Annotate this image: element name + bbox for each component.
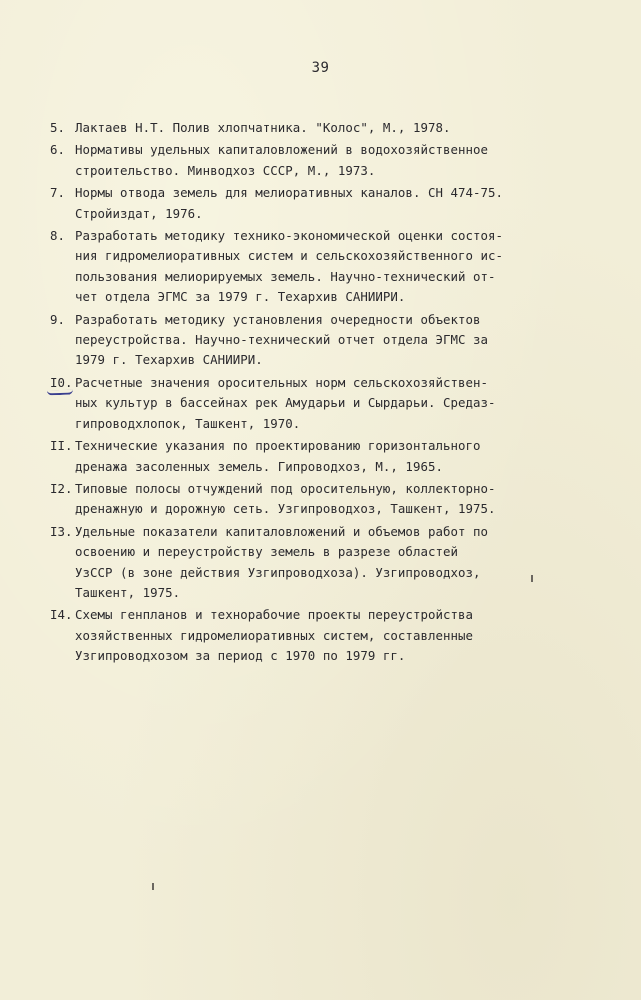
- reference-line: пользования мелиорируемых земель. Научно-технический от-: [75, 268, 496, 284]
- stray-mark: [531, 575, 533, 582]
- reference-number: II.: [50, 438, 73, 454]
- reference-number: 8.: [50, 228, 66, 244]
- reference-number: 6.: [50, 142, 66, 158]
- reference-line: Типовые полосы отчуждений под оросительную, коллекторно-: [75, 480, 496, 496]
- reference-line: 1979 г. Техархив САНИИРИ.: [75, 352, 263, 368]
- stray-mark: [152, 883, 154, 890]
- page-number: 39: [311, 60, 330, 76]
- reference-line: Лактаев Н.Т. Полив хлопчатника. "Колос", М., 1978.: [75, 120, 451, 135]
- reference-number: I0.: [50, 374, 73, 390]
- reference-line: дренажа засоленных земель. Гипроводхоз, М., 1965.: [75, 458, 443, 474]
- reference-line: гипроводхлопок, Ташкент, 1970.: [75, 415, 301, 431]
- reference-item-6: [50, 140, 610, 181]
- reference-line: хозяйственных гидромелиоративных систем, составленные: [75, 627, 474, 643]
- reference-line: УзССР (в зоне действия Узгипроводхоза). Узгипроводхоз,: [75, 564, 481, 580]
- reference-line: Ташкент, 1975.: [75, 584, 181, 600]
- reference-number: I4.: [50, 607, 73, 623]
- reference-number: 5.: [50, 120, 66, 135]
- reference-line: Нормативы удельных капиталовложений в водохозяйственное: [75, 142, 489, 158]
- reference-line: Схемы генпланов и технорабочие проекты переустройства: [75, 607, 474, 623]
- reference-item-5: [50, 118, 610, 138]
- reference-line: ных культур в бассейнах рек Амударьи и Сырдарьи. Средаз-: [75, 395, 496, 411]
- reference-line: Удельные показатели капиталовложений и объемов работ по: [75, 523, 489, 539]
- reference-number: 7.: [50, 185, 66, 201]
- reference-number: I3.: [50, 523, 73, 539]
- reference-line: Нормы отвода земель для мелиоративных каналов. СН 474-75.: [75, 185, 504, 201]
- reference-line: Технические указания по проектированию горизонтального: [75, 438, 481, 454]
- reference-line: Разработать методику установления очередности объектов: [75, 311, 481, 327]
- reference-item-12: [50, 479, 610, 520]
- reference-line: Стройиздат, 1976.: [75, 205, 203, 221]
- reference-number: 9.: [50, 311, 66, 327]
- reference-line: Узгипроводхозом за период с 1970 по 1979 гг.: [75, 648, 406, 664]
- reference-item-9: [50, 310, 610, 371]
- reference-line: строительство. Минводхоз СССР, М., 1973.: [75, 162, 376, 178]
- reference-line: Расчетные значения оросительных норм сельскохозяйствен-: [75, 374, 489, 390]
- reference-item-11: [50, 436, 610, 477]
- reference-line: ния гидромелиоративных систем и сельскохозяйственного ис-: [75, 248, 504, 264]
- reference-line: Разработать методику технико-экономической оценки состоя-: [75, 228, 504, 244]
- reference-line: освоению и переустройству земель в разрезе областей: [75, 544, 458, 560]
- reference-line: переустройства. Научно-технический отчет отдела ЭГМС за: [75, 332, 489, 348]
- reference-item-14: [50, 605, 610, 666]
- reference-line: чет отдела ЭГМС за 1979 г. Техархив САНИИРИ.: [75, 289, 406, 305]
- reference-number: I2.: [50, 480, 73, 496]
- reference-item-8: [50, 226, 610, 308]
- reference-item-13: [50, 522, 610, 604]
- reference-line: дренажную и дорожную сеть. Узгипроводхоз, Ташкент, 1975.: [75, 501, 496, 517]
- reference-list: [50, 118, 610, 669]
- reference-item-7: [50, 183, 610, 224]
- reference-item-10: [50, 373, 610, 434]
